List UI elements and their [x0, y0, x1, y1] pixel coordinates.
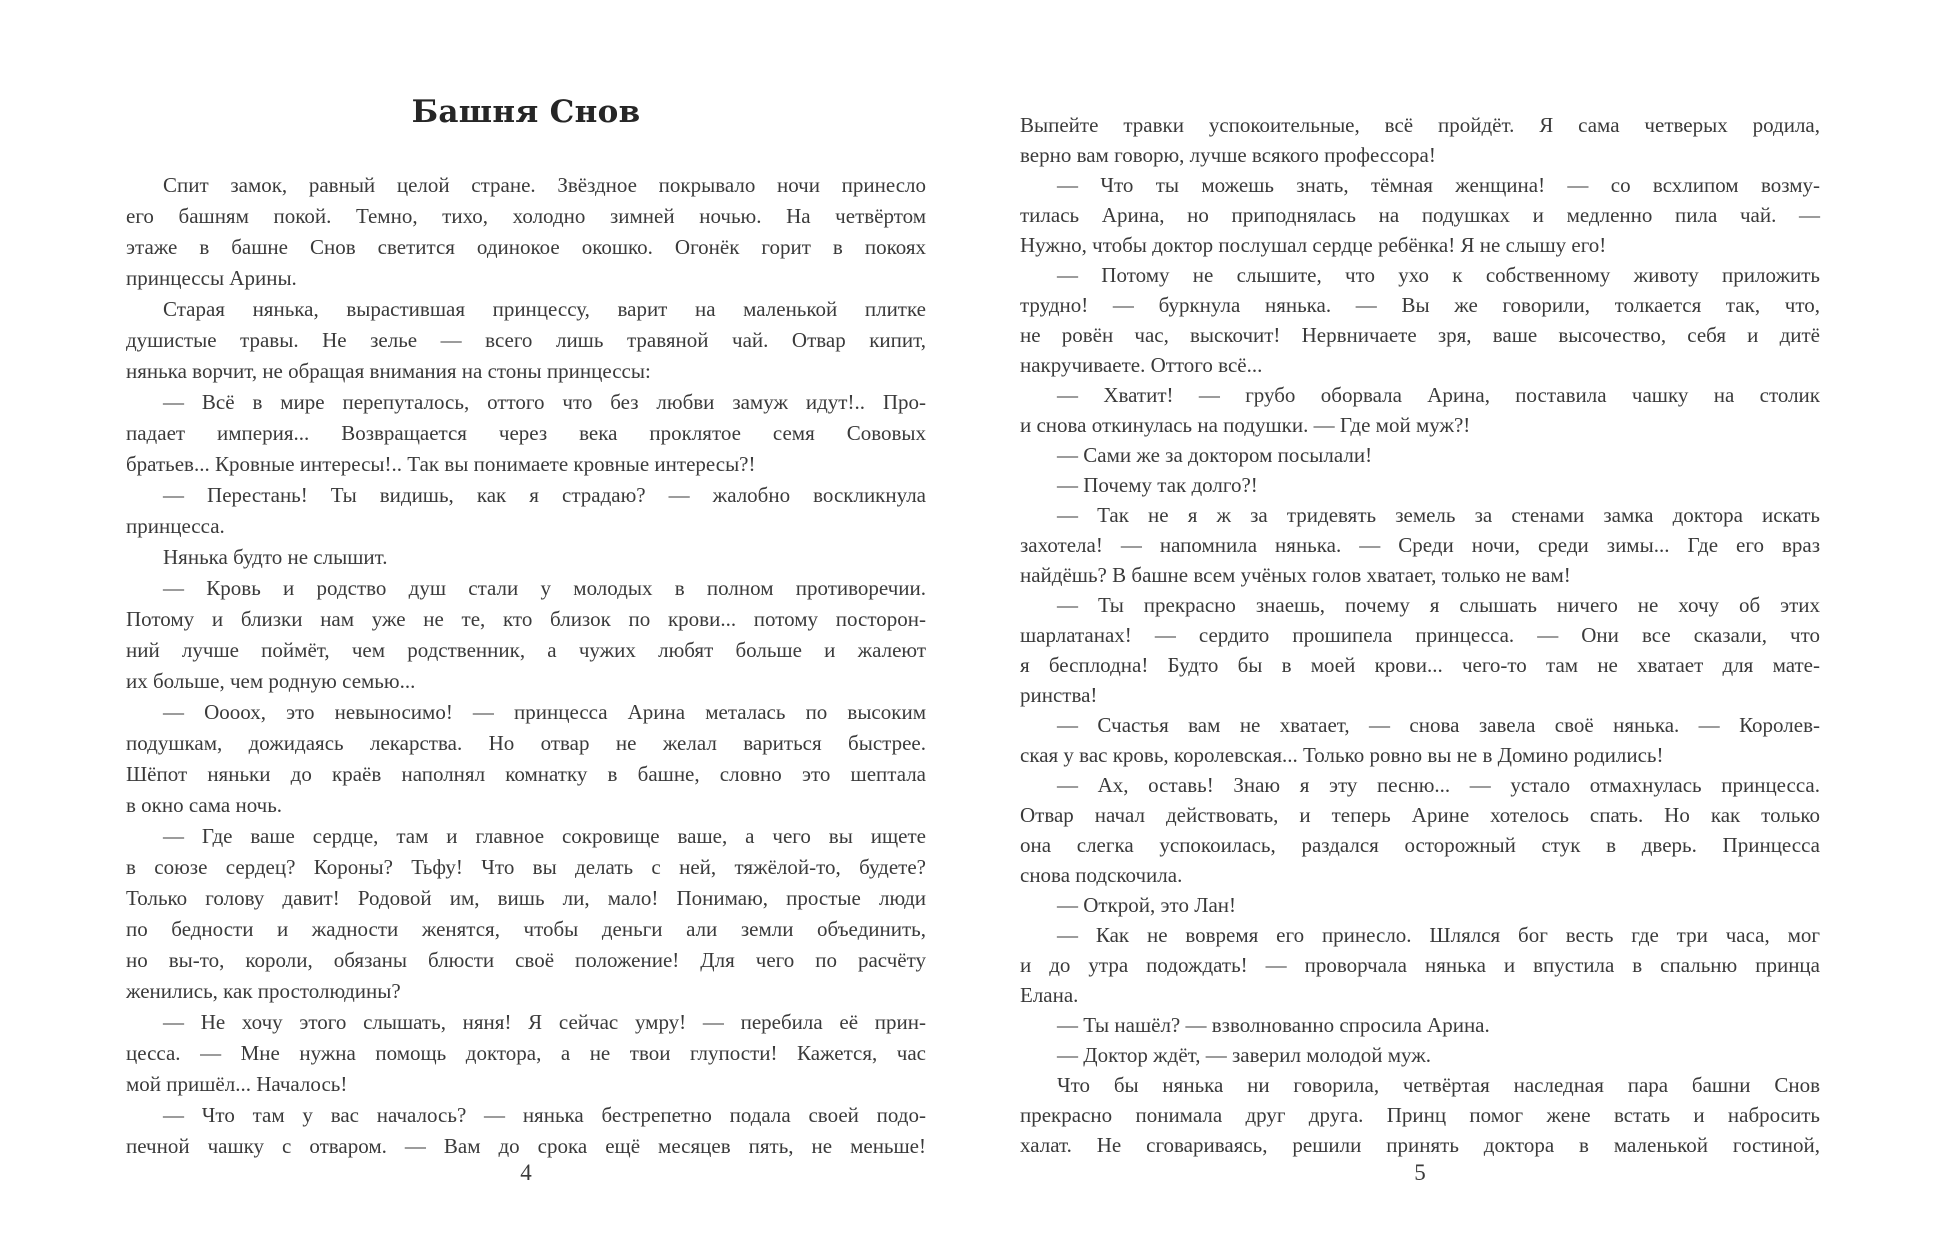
text-line: — Открой, это Лан! — [1057, 893, 1236, 917]
text-line: снова подскочила. — [1020, 863, 1183, 887]
paragraph — [126, 821, 926, 1007]
text-line: женились, как простолюдины? — [126, 979, 401, 1003]
text-line: — Так не я ж за тридевять земель за стенами замка доктора искать — [1057, 503, 1820, 527]
text-line: — Что там у вас началось? — нянька бестрепетно подала своей подо- — [163, 1103, 926, 1127]
text-line: найдёшь? В башне всем учёных голов хватает, только не вам! — [1020, 563, 1571, 587]
text-line: по бедности и жадности женятся, чтобы деньги али земли объединить, — [126, 917, 926, 941]
text-line: — Кровь и родство душ стали у молодых в полном противоречии. — [163, 576, 926, 600]
text-line: падает империя... Возвращается через века проклятое семя Сововых — [126, 421, 926, 445]
text-line: халат. Не сговариваясь, решили принять доктора в маленькой гостиной, — [1020, 1133, 1820, 1157]
text-line: его башням покой. Темно, тихо, холодно зимней ночью. На четвёртом — [126, 204, 926, 228]
paragraph — [1020, 920, 1820, 1010]
text-line: — Что ты можешь знать, тёмная женщина! — со всхлипом возму- — [1057, 173, 1820, 197]
paragraph — [126, 387, 926, 480]
paragraph — [126, 294, 926, 387]
chapter-title: Башня Снов — [411, 94, 641, 130]
paragraph — [1020, 1010, 1820, 1040]
text-line: нянька ворчит, не обращая внимания на стоны принцессы: — [126, 359, 651, 383]
paragraph — [126, 542, 926, 573]
text-line: ний лучше поймёт, чем родственник, а чужих любят больше и жалеют — [126, 638, 926, 662]
text-line: этаже в башне Снов светится одинокое окошко. Огонёк горит в покоях — [126, 235, 926, 259]
text-line: душистые травы. Не зелье — всего лишь травяной чай. Отвар кипит, — [126, 328, 926, 352]
text-line: — Ах, оставь! Знаю я эту песню... — устало отмахнулась принцесса. — [1057, 773, 1820, 797]
text-line: Шёпот няньки до краёв наполнял комнатку в башне, словно это шептала — [126, 762, 926, 786]
text-line: — Потому не слышите, что ухо к собственному животу приложить — [1057, 263, 1820, 287]
text-line: — Где ваше сердце, там и главное сокровище ваше, а чего вы ищете — [163, 824, 926, 848]
text-line: и снова откинулась на подушки. — Где мой муж?! — [1020, 413, 1471, 437]
text-line: — Почему так долго?! — [1057, 473, 1258, 497]
text-line: Что бы нянька ни говорила, четвёртая наследная пара башни Снов — [1057, 1073, 1820, 1097]
text-line: захотела! — напомнила нянька. — Среди ночи, среди зимы... Где его враз — [1020, 533, 1820, 557]
text-line: Спит замок, равный целой стране. Звёздное покрывало ночи принесло — [163, 173, 926, 197]
paragraph — [1020, 770, 1820, 890]
text-line: она слегка успокоилась, раздался осторожный стук в дверь. Принцесса — [1020, 833, 1820, 857]
text-line: принцесса. — [126, 514, 225, 538]
text-line: — Доктор ждёт, — заверил молодой муж. — [1057, 1043, 1432, 1067]
text-line: их больше, чем родную семью... — [126, 669, 416, 693]
paragraph — [126, 170, 926, 294]
page-number-right: 5 — [1414, 1160, 1426, 1185]
text-line: Выпейте травки успокоительные, всё пройдёт. Я сама четверых родила, — [1020, 113, 1820, 137]
text-line: — Счастья вам не хватает, — снова завела своё нянька. — Королев- — [1057, 713, 1820, 737]
text-line: Только голову давит! Родовой им, вишь ли, мало! Понимаю, простые люди — [126, 886, 926, 910]
text-line: ринства! — [1020, 683, 1098, 707]
text-line: Нянька будто не слышит. — [163, 545, 388, 569]
page-left-body — [126, 170, 926, 1162]
page-number-left: 4 — [520, 1160, 532, 1185]
text-line: в союзе сердец? Короны? Тьфу! Что вы делать с ней, тяжёлой-то, будете? — [126, 855, 926, 879]
text-line: — Всё в мире перепуталось, оттого что без любви замуж идут!.. Про- — [163, 390, 926, 414]
paragraph — [1020, 440, 1820, 470]
paragraph — [1020, 380, 1820, 440]
text-line: принцессы Арины. — [126, 266, 297, 290]
text-line: — Сами же за доктором посылали! — [1057, 443, 1373, 467]
text-line: подушкам, дожидаясь лекарства. Но отвар не желал вариться быстрее. — [126, 731, 926, 755]
text-line: и до утра подождать! — проворчала нянька и впустила в спальню принца — [1020, 953, 1820, 977]
paragraph — [1020, 590, 1820, 710]
text-line: верно вам говорю, лучше всякого профессора! — [1020, 143, 1436, 167]
page-left — [126, 0, 926, 1259]
paragraph — [126, 697, 926, 821]
text-line: трудно! — буркнула нянька. — Вы же говорили, толкается так, что, — [1020, 293, 1820, 317]
paragraph — [126, 1100, 926, 1162]
text-line: накручиваете. Оттого всё... — [1020, 353, 1263, 377]
paragraph — [126, 1007, 926, 1100]
text-line: цесса. — Мне нужна помощь доктора, а не твои глупости! Кажется, час — [126, 1041, 926, 1065]
page-right — [1020, 0, 1820, 1259]
text-line: прекрасно понимала друг друга. Принц помог жене встать и набросить — [1020, 1103, 1820, 1127]
text-line: — Оооох, это невыносимо! — принцесса Арина металась по высоким — [163, 700, 926, 724]
text-line: Старая нянька, вырастившая принцессу, варит на маленькой плитке — [163, 297, 926, 321]
text-line: Нужно, чтобы доктор послушал сердце ребёнка! Я не слышу его! — [1020, 233, 1607, 257]
paragraph — [1020, 470, 1820, 500]
text-line: Потому и близки нам уже не те, кто близок по крови... потому посторон- — [126, 607, 926, 631]
text-line: — Как не вовремя его принесло. Шлялся бог весть где три часа, мог — [1057, 923, 1820, 947]
paragraph — [1020, 110, 1820, 170]
text-line: мой пришёл... Началось! — [126, 1072, 348, 1096]
text-line: я бесплодна! Будто бы в моей крови... чего-то там не хватает для мате- — [1020, 653, 1820, 677]
page-right-body — [1020, 110, 1820, 1160]
paragraph — [126, 480, 926, 542]
paragraph — [1020, 170, 1820, 260]
text-line: — Ты нашёл? — взволнованно спросила Арина. — [1057, 1013, 1490, 1037]
paragraph — [126, 573, 926, 697]
text-line: в окно сама ночь. — [126, 793, 283, 817]
paragraph — [1020, 1070, 1820, 1160]
text-line: братьев... Кровные интересы!.. Так вы понимаете кровные интересы?! — [126, 452, 756, 476]
text-line: Отвар начал действовать, и теперь Арине хотелось спать. Но как только — [1020, 803, 1820, 827]
paragraph — [1020, 890, 1820, 920]
paragraph — [1020, 1040, 1820, 1070]
text-line: не ровён час, выскочит! Нервничаете зря, ваше высочество, себя и дитё — [1020, 323, 1820, 347]
paragraph — [1020, 260, 1820, 380]
text-line: шарлатанах! — сердито прошипела принцесса. — Они все сказали, что — [1020, 623, 1820, 647]
text-line: — Хватит! — грубо оборвала Арина, поставила чашку на столик — [1057, 383, 1820, 407]
text-line: печной чашку с отваром. — Вам до срока ещё месяцев пять, не меньше! — [126, 1134, 926, 1158]
text-line: — Перестань! Ты видишь, как я страдаю? — жалобно воскликнула — [163, 483, 926, 507]
text-line: — Ты прекрасно знаешь, почему я слышать ничего не хочу об этих — [1057, 593, 1820, 617]
text-line: ская у вас кровь, королевская... Только ровно вы не в Домино родились! — [1020, 743, 1664, 767]
text-line: тилась Арина, но приподнялась на подушках и медленно пила чай. — — [1020, 203, 1820, 227]
paragraph — [1020, 500, 1820, 590]
text-line: Елана. — [1020, 983, 1079, 1007]
text-line: но вы-то, короли, обязаны блюсти своё положение! Для чего по расчёту — [126, 948, 926, 972]
text-line: — Не хочу этого слышать, няня! Я сейчас умру! — перебила её прин- — [163, 1010, 926, 1034]
paragraph — [1020, 710, 1820, 770]
